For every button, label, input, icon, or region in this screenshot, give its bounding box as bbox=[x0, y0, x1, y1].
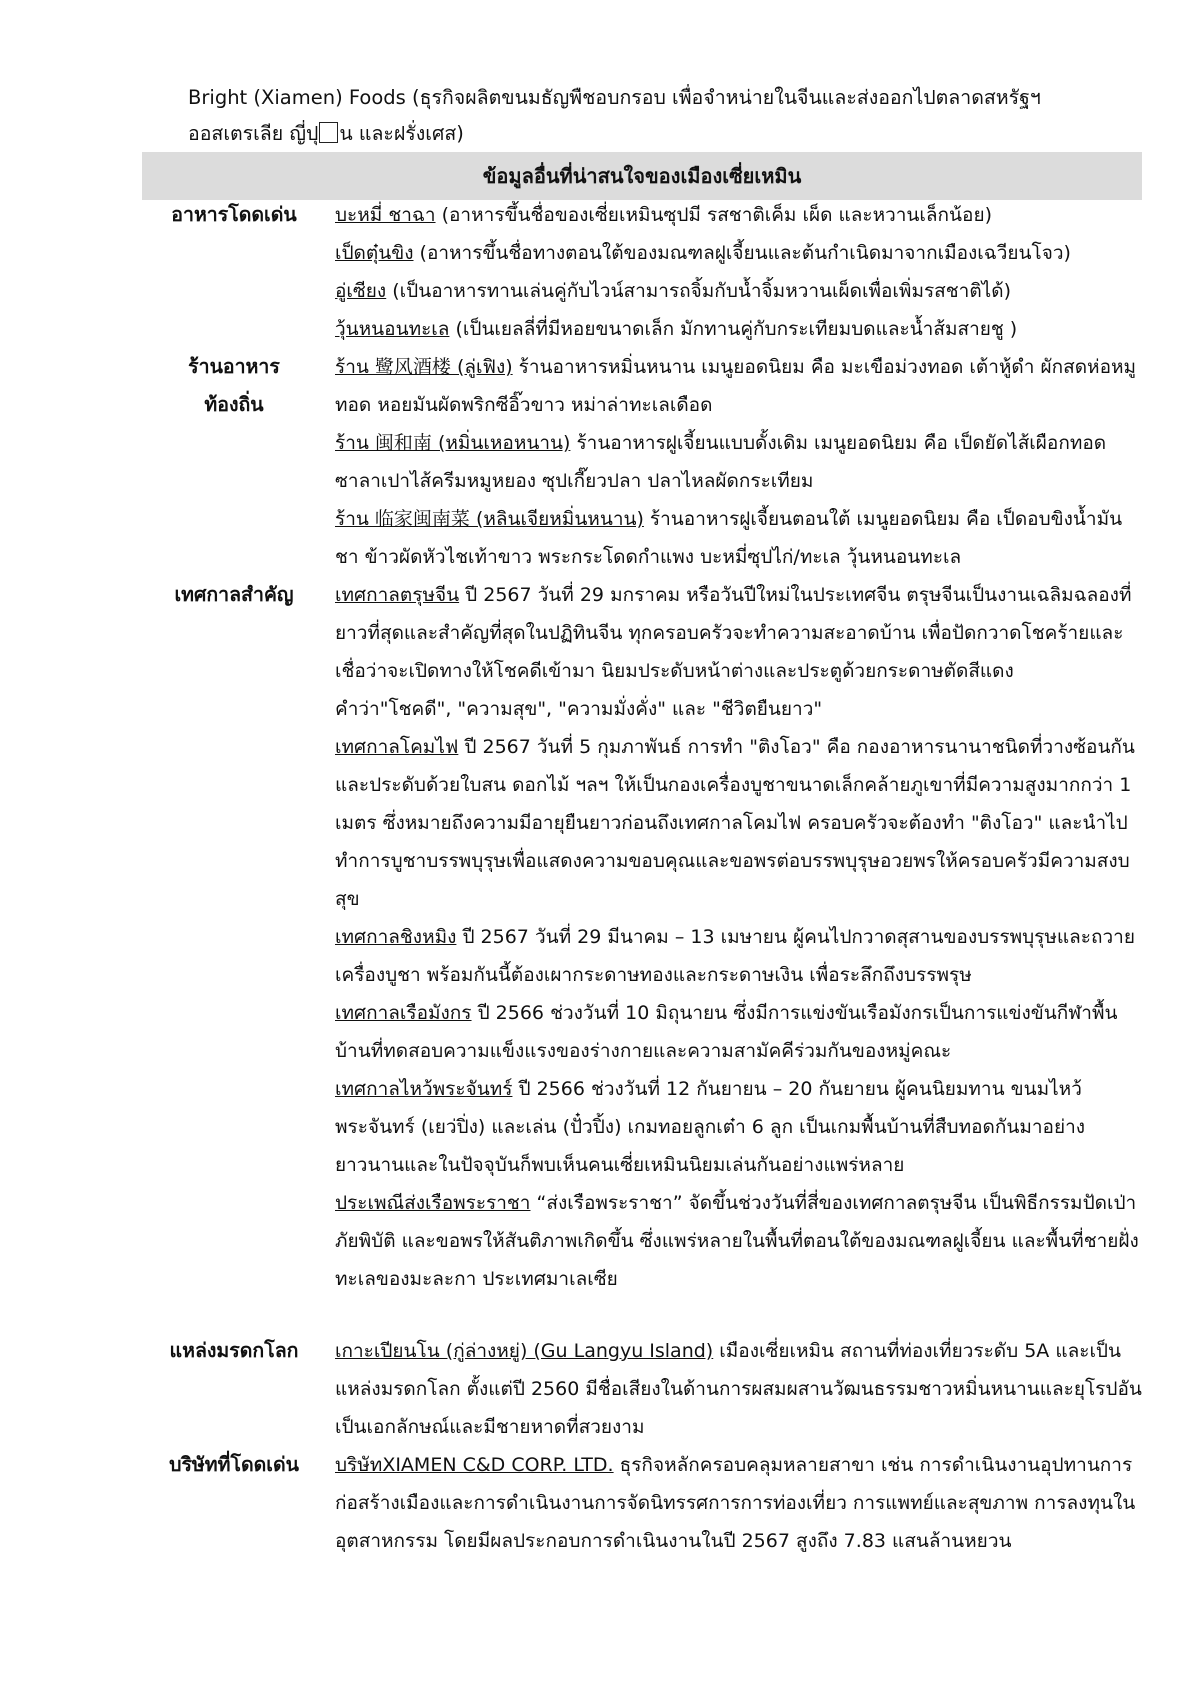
intro-line-2-start: ออสเตรเลีย ญี่ปุ bbox=[188, 122, 319, 145]
missing-glyph-box-icon bbox=[319, 122, 338, 143]
list-item bbox=[335, 1332, 1145, 1446]
restaurant-list bbox=[335, 348, 1145, 576]
item-name: เทศกาลเรือมังกร bbox=[335, 1002, 472, 1024]
label-restaurants-line1: ร้านอาหาร bbox=[188, 355, 280, 378]
item-desc: ร้านอาหารฝูเจี้ยนแบบดั้งเดิม เมนูยอดนิยม คือ เป็ดยัดไส้เผือกทอด ซาลาเปาไส้ครีมหมูหยอง ซุปเกี๊ยวปลา ปลาไหลผัดกระเทียม bbox=[335, 432, 1107, 492]
item-desc: (เป็นอาหารทานเล่นคู่กับไวน์สามารถจิ้มกับน้ำจิ้มหวานเผ็ดเพื่อเพิ่มรสชาติได้) bbox=[386, 280, 1011, 302]
item-name: วุ้นหนอนทะเล bbox=[335, 318, 450, 340]
item-name: ประเพณีส่งเรือพระราชา bbox=[335, 1192, 531, 1214]
item-desc: ปี 2567 วันที่ 29 มีนาคม – 13 เมษายน ผู้คนไปกวาดสุสานของบรรพบุรุษและถวายเครื่องบูชา พร้อมกันนี้ต้องเผากระดาษทองและกระดาษเงิน เพื่อระลึกถึงบรรพรุษ bbox=[335, 926, 1135, 986]
item-desc: ธุรกิจหลักครอบคลุมหลายสาขา เช่น การดำเนินงานอุปทานการก่อสร้างเมืองและการดำเนินงานการจัดนิทรรศการการท่องเที่ยว การแพทย์และสุขภาพ การลงทุนในอุตสาหกรรม โดยมีผลประกอบการดำเนินงานในปี 2567 สูงถึง 7.83 แสนล้านหยวน bbox=[335, 1454, 1136, 1552]
list-item bbox=[335, 310, 1145, 348]
list-item bbox=[335, 272, 1145, 310]
item-name: เทศกาลโคมไฟ bbox=[335, 736, 459, 758]
list-item bbox=[335, 500, 1145, 576]
company-list bbox=[335, 1446, 1145, 1560]
label-heritage: แหล่งมรดกโลก bbox=[169, 1339, 299, 1362]
item-desc: (เป็นเยลลี่ที่มีหอยขนาดเล็ก มักทานคู่กับกระเทียมบดและน้ำส้มสายชู ) bbox=[449, 318, 1018, 340]
intro-paragraph bbox=[188, 80, 1108, 152]
item-desc: (อาหารขึ้นชื่อทางตอนใต้ของมณฑลฝูเจี้ยนและต้นกำเนิดมาจากเมืองเฉวียนโจว) bbox=[413, 242, 1071, 264]
item-desc: คำว่า"โชคดี", "ความสุข", "ความมั่งคั่ง" และ "ชีวิตยืนยาว" bbox=[335, 698, 823, 720]
item-desc: ร้านอาหารหมิ่นหนาน เมนูยอดนิยม คือ มะเขือม่วงทอด เต้าหู้ดำ ผักสดห่อหมูทอด หอยมันผัดพริกซีอิ๊วขาว หม่าล่าทะเลเดือด bbox=[335, 356, 1137, 416]
item-name: อู่เซียง bbox=[335, 280, 387, 302]
item-desc: ปี 2566 ช่วงวันที่ 12 กันยายน – 20 กันยายน ผู้คนนิยมทาน ขนมไหว้พระจันทร์ (เยว่ปิ่ง) และเล่น (ปั๋วปิ้ง) เกมทอยลูกเต๋า 6 ลูก เป็นเกมพื้นบ้านที่สืบทอดกันมาอย่างยาวนานและในปัจจุบันก็พบเห็นคนเซี่ยเหมินนิยมเล่นกันอย่างแพร่หลาย bbox=[335, 1078, 1086, 1176]
heritage-list bbox=[335, 1332, 1145, 1446]
section-header-band bbox=[142, 152, 1142, 200]
label-festivals: เทศกาลสำคัญ bbox=[174, 583, 294, 606]
item-desc: ปี 2567 วันที่ 29 มกราคม หรือวันปีใหม่ในประเทศจีน ตรุษจีนเป็นงานเฉลิมฉลองที่ยาวที่สุดและสำคัญที่สุดในปฏิทินจีน ทุกครอบครัวจะทำความสะอาดบ้าน เพื่อปัดกวาดโชคร้ายและเชื่อว่าจะเปิดทางให้โชคดีเข้ามา นิยมประดับหน้าต่างและประตูด้วยกระดาษตัดสีแดง bbox=[335, 584, 1132, 682]
item-name: เทศกาลตรุษจีน bbox=[335, 584, 460, 606]
list-item bbox=[335, 348, 1145, 424]
item-desc: “ส่งเรือพระราชา” จัดขึ้นช่วงวันที่สี่ของเทศกาลตรุษจีน เป็นพิธีกรรมปัดเป่าภัยพิบัติ และขอพรให้สันติภาพเกิดขึ้น ซึ่งแพร่หลายในพื้นที่ตอนใต้ของมณฑลฝูเจี้ยน และพื้นที่ชายฝั่งทะเลของมะละกา ประเทศมาเลเซีย bbox=[335, 1192, 1139, 1290]
item-desc: ปี 2567 วันที่ 5 กุมภาพันธ์ การทำ "ติงโอว" คือ กองอาหารนานาชนิดที่วางซ้อนกันและประดับด้วยใบสน ดอกไม้ ฯลฯ ให้เป็นกองเครื่องบูชาขนาดเล็กคล้ายภูเขาที่มีความสูงมากกว่า 1 เมตร ซึ่งหมายถึงความมีอายุยืนยาวก่อนถึงเทศกาลโคมไฟ ครอบครัวจะต้องทำ "ติงโอว" และนำไปทำการบูชาบรรพบุรุษเพื่อแสดงความขอบคุณและขอพรต่อบรรพบุรุษอวยพรให้ครอบครัวมีความสงบสุข bbox=[335, 736, 1135, 910]
label-restaurants bbox=[146, 348, 322, 424]
list-item bbox=[335, 576, 1145, 690]
item-desc: ร้านอาหารฝูเจี้ยนตอนใต้ เมนูยอดนิยม คือ เป็ดอบขิงน้ำมันชา ข้าวผัดหัวไชเท้าขาว พระกระโดดกำแพง บะหมี่ซุปไก่/ทะเล วุ้นหนอนทะเล bbox=[335, 508, 1123, 568]
list-item bbox=[335, 424, 1145, 500]
list-item bbox=[335, 728, 1145, 918]
item-name: บะหมี่ ชาฉา bbox=[335, 204, 436, 226]
item-desc: (อาหารขึ้นชื่อของเซี่ยเหมินซุปมี รสชาติเค็ม เผ็ด และหวานเล็กน้อย) bbox=[435, 204, 993, 226]
item-name: เกาะเปียนโน (กู่ล่างหยู่) (Gu Langyu Island) bbox=[335, 1340, 714, 1362]
item-name: ร้าน 临家闽南菜 (หลินเจียหมิ่นหนาน) bbox=[335, 508, 644, 530]
list-item bbox=[335, 1070, 1145, 1184]
item-name: เทศกาลไหว้พระจันทร์ bbox=[335, 1078, 513, 1100]
label-companies: บริษัทที่โดดเด่น bbox=[169, 1453, 299, 1476]
item-name: ร้าน 闽和南 (หมิ่นเหอหนาน) bbox=[335, 432, 571, 454]
list-item bbox=[335, 234, 1145, 272]
label-restaurants-line2: ท้องถิ่น bbox=[204, 393, 264, 416]
list-item bbox=[335, 196, 1145, 234]
list-item bbox=[335, 1446, 1145, 1560]
label-food: อาหารโดดเด่น bbox=[171, 203, 297, 226]
item-name: บริษัทXIAMEN C&D CORP. LTD. bbox=[335, 1454, 614, 1476]
item-name: เทศกาลชิงหมิง bbox=[335, 926, 457, 948]
intro-line-2 bbox=[188, 116, 1108, 152]
list-item bbox=[335, 1184, 1145, 1298]
list-item bbox=[335, 918, 1145, 994]
intro-line-1: Bright (Xiamen) Foods (ธุรกิจผลิตขนมธัญพืชอบกรอบ เพื่อจำหน่ายในจีนและส่งออกไปตลาดสหรัฐฯ bbox=[188, 86, 1041, 109]
item-desc: เมืองเซี่ยเหมิน สถานที่ท่องเที่ยวระดับ 5A และเป็นแหล่งมรดกโลก ตั้งแต่ปี 2560 มีชื่อเสียงในด้านการผสมผสานวัฒนธรรมชาวหมิ่นหนานและยุโรปอันเป็นเอกลักษณ์และมีชายหาดที่สวยงาม bbox=[335, 1340, 1142, 1438]
list-item bbox=[335, 994, 1145, 1070]
festival-list bbox=[335, 576, 1145, 1298]
item-desc: ปี 2566 ช่วงวันที่ 10 มิถุนายน ซึ่งมีการแข่งขันเรือมังกรเป็นการแข่งขันกีฬาพื้นบ้านที่ทดสอบความแข็งแรงของร่างกายและความสามัคคีร่วมกันของหมู่คณะ bbox=[335, 1002, 1118, 1062]
intro-line-2-end: น และฝรั่งเศส) bbox=[339, 122, 464, 145]
list-item bbox=[335, 690, 1145, 728]
item-name: ร้าน 鹭风酒楼 (ลู่เฟิง) bbox=[335, 356, 513, 378]
section-title: ข้อมูลอื่นที่น่าสนใจของเมืองเซี่ยเหมิน bbox=[482, 164, 802, 188]
item-name: เป็ดตุ๋นขิง bbox=[335, 242, 414, 264]
food-list bbox=[335, 196, 1145, 348]
